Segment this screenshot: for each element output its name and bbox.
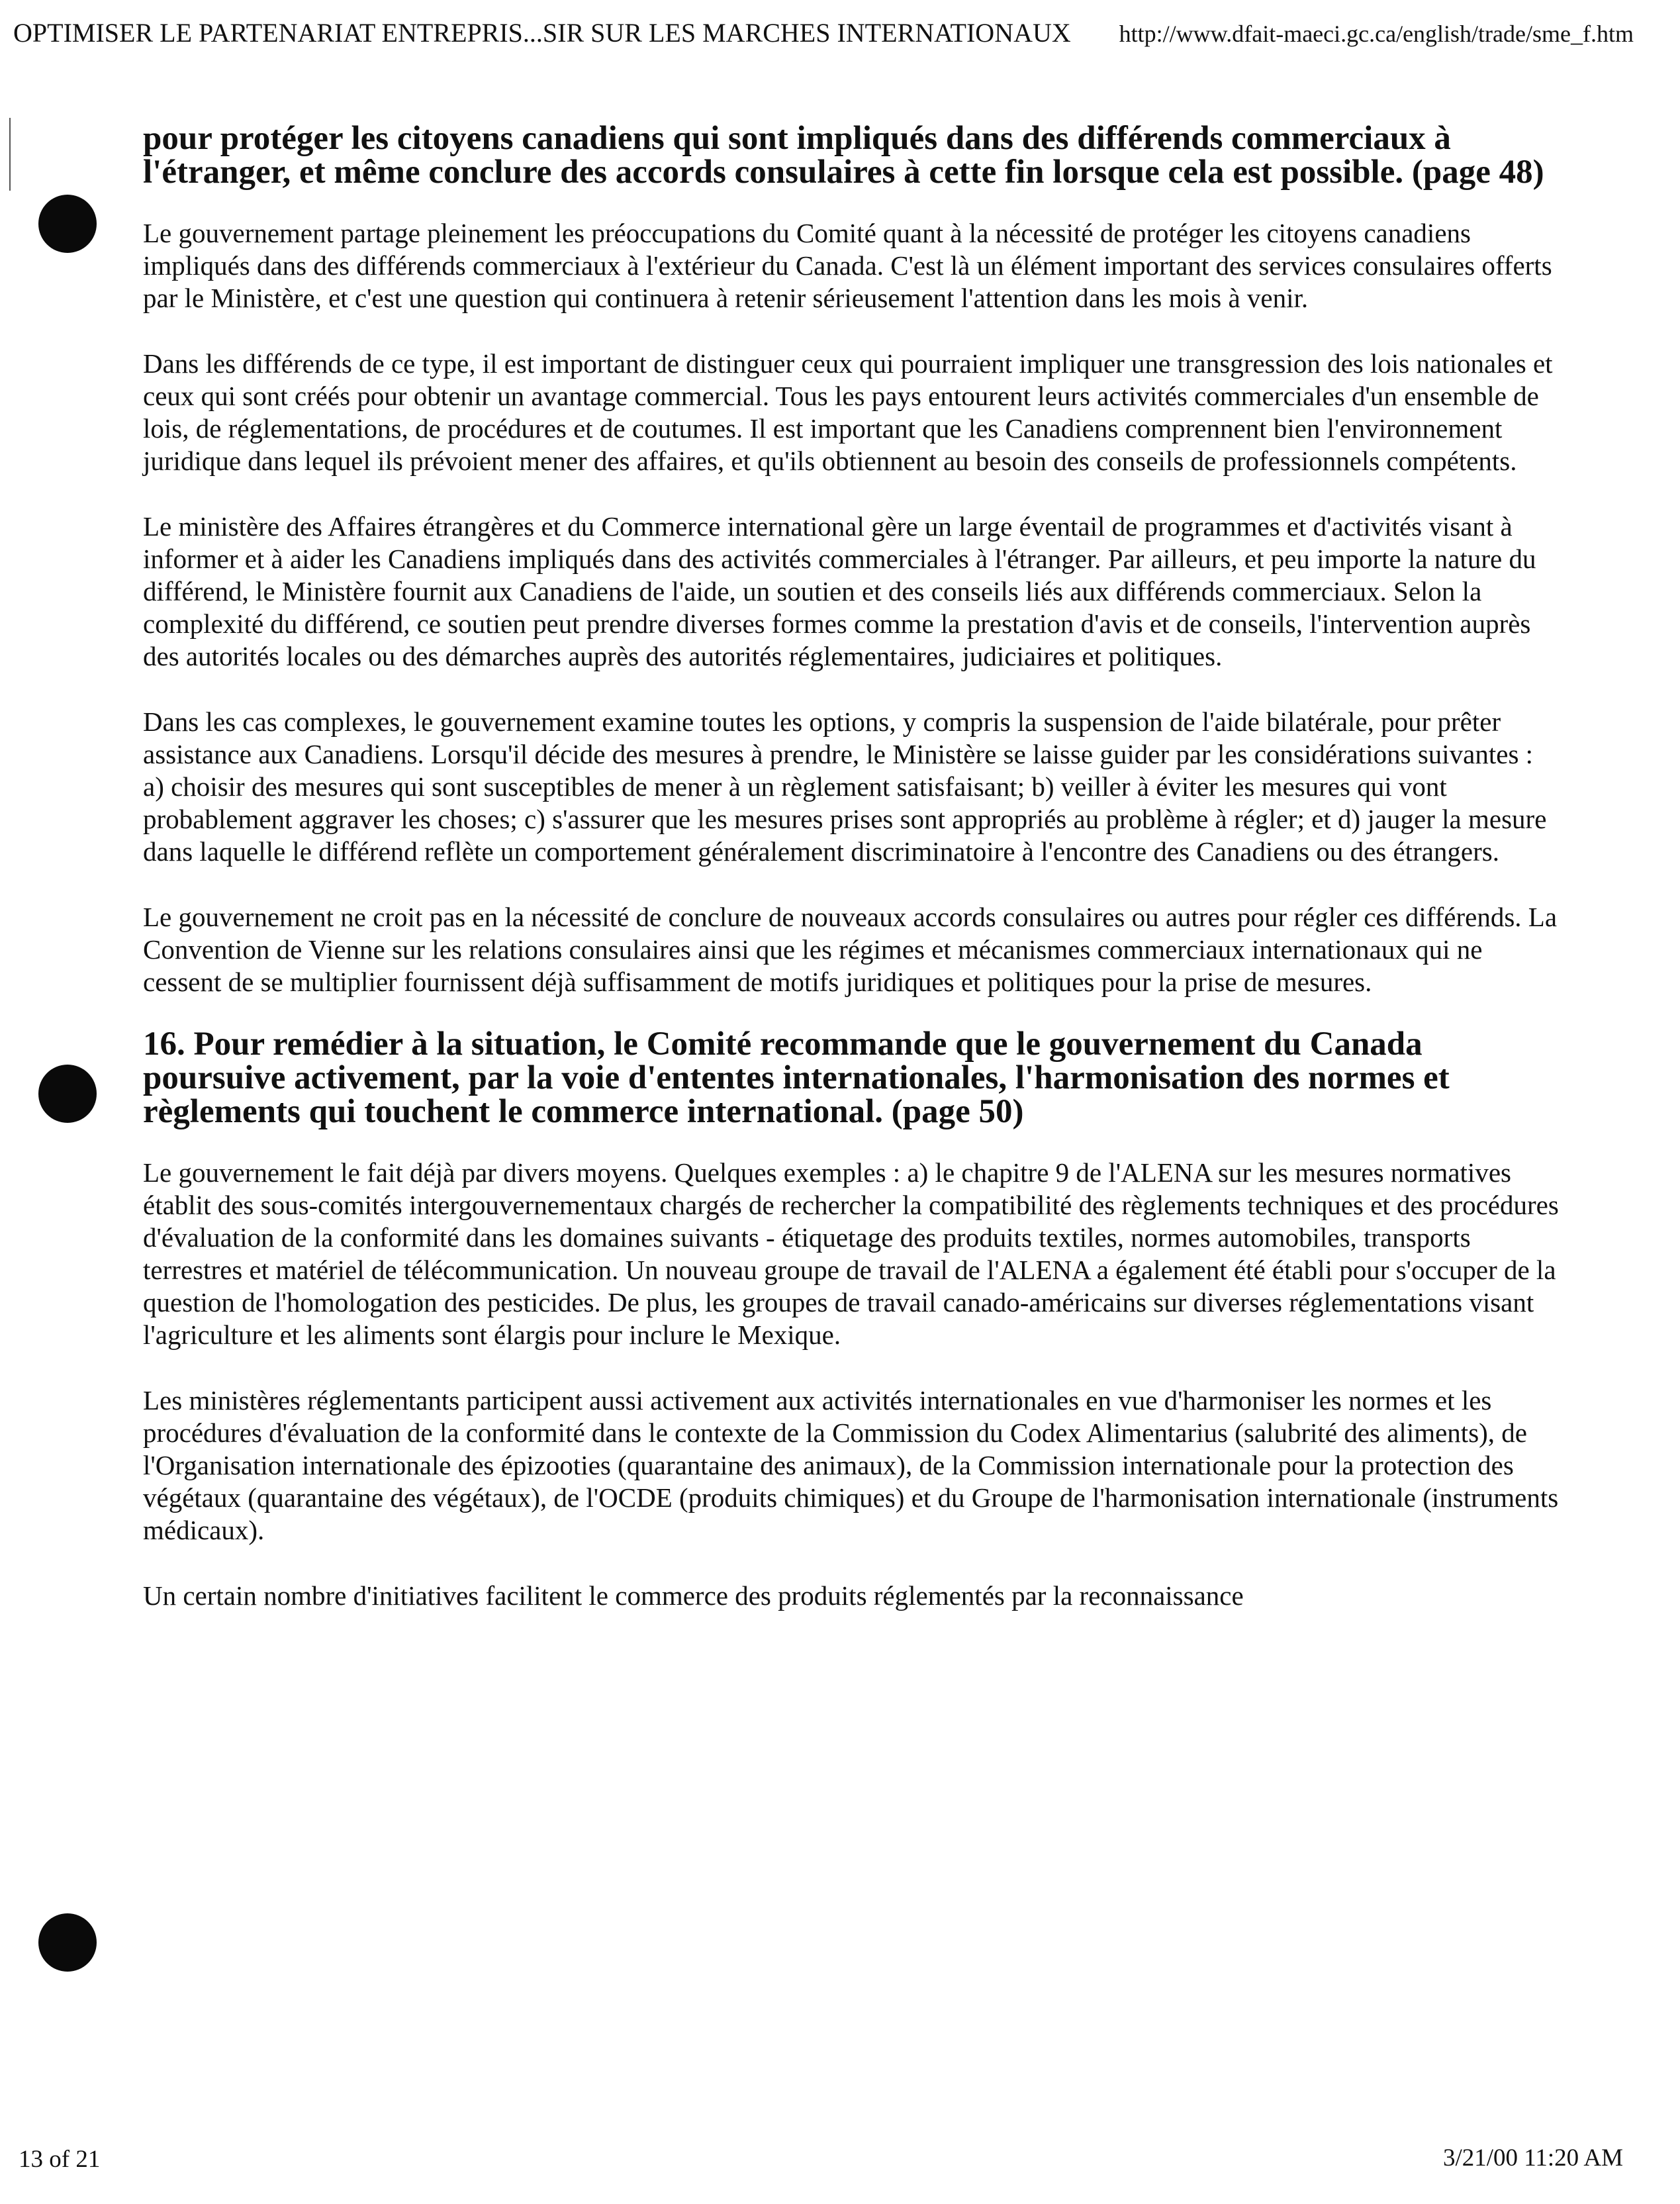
paragraph: Dans les cas complexes, le gouvernement examine toutes les options, y compris la suspension de l'aide bilatérale, pour prêter assistance aux Canadiens. Lorsqu'il décide des mesures à prendre, le Ministère se laisse guider par les considérations suivantes : a) choisir des mesures qui sont susceptibles de mener à un règlement satisfaisant; b) veiller à éviter les mesures qui vont probablement aggraver les choses; c) s'assurer que les mesures prises sont appropriés au problème à régler; et d) jauger la mesure dans laquelle le différend reflète un comportement généralement discriminatoire à l'encontre des Canadiens ou des étrangers. [143, 706, 1547, 867]
paragraph: Un certain nombre d'initiatives facilitent le commerce des produits réglementés par la reconnaissance [143, 1580, 1244, 1611]
document-body [143, 113, 1560, 1612]
paragraph: Le gouvernement ne croit pas en la nécessité de conclure de nouveaux accords consulaires ou autres pour régler ces différends. La Convention de Vienne sur les relations consulaires ainsi que les régimes et mécanismes commerciaux internationaux qui ne cessent de se multiplier fournissent déjà suffisamment de motifs juridiques et politiques pour la prise de mesures. [143, 902, 1558, 997]
binder-hole-bottom [38, 1913, 97, 1972]
page-header-url: http://www.dfait-maeci.gc.ca/english/trade/sme_f.htm [1119, 21, 1634, 47]
paragraph: Dans les différends de ce type, il est important de distinguer ceux qui pourraient impliquer une transgression des lois nationales et ceux qui sont créés pour obtenir un avantage commercial. Tous les pays entourent leurs activités commerciales d'un ensemble de lois, de réglementations, de procédures et de coutumes. Il est important que les Canadiens comprennent bien l'environnement juridique dans lequel ils prévoient mener des affaires, et qu'ils obtiennent au besoin des conseils de professionnels compétents. [143, 348, 1553, 476]
paragraph: Les ministères réglementants participent aussi activement aux activités internationales en vue d'harmoniser les normes et les procédures d'évaluation de la conformité dans le contexte de la Commission du Codex Alimentarius (salubrité des aliments), de l'Organisation internationale des épizooties (quarantaine des animaux), de la Commission internationale pour la protection des végétaux (quarantaine des végétaux), de l'OCDE (produits chimiques) et du Groupe de l'harmonisation internationale (instruments médicaux). [143, 1385, 1559, 1545]
binder-hole-middle [38, 1065, 97, 1123]
binder-hole-top [38, 195, 97, 253]
recommendation-heading: pour protéger les citoyens canadiens qui sont impliqués dans des différends commerciaux à l'étranger, et même conclure des accords consulaires à cette fin lorsque cela est possible. (page 48) [143, 120, 1544, 191]
margin-rule [9, 118, 11, 191]
page-number: 13 of 21 [19, 2146, 101, 2173]
print-datetime: 3/21/00 11:20 AM [1442, 2144, 1623, 2172]
paragraph: Le gouvernement le fait déjà par divers moyens. Quelques exemples : a) le chapitre 9 de l'ALENA sur les mesures normatives établit des sous-comités intergouvernementaux chargés de rechercher la compatibilité des règlements techniques et des procédures d'évaluation de la conformité dans les domaines suivants - étiquetage des produits textiles, normes automobiles, transports terrestres et matériel de télécommunication. Un nouveau groupe de travail de l'ALENA a également été établi pour s'occuper de la question de l'homologation des pesticides. De plus, les groupes de travail canado-américains sur diverses réglementations visant l'agriculture et les aliments sont élargis pour inclure le Mexique. [143, 1157, 1559, 1350]
recommendation-16-heading: 16. Pour remédier à la situation, le Comité recommande que le gouvernement du Canada poursuive activement, par la voie d'ententes internationales, l'harmonisation des normes et règlements qui touchent le commerce international. (page 50) [143, 1026, 1450, 1130]
page-header-title: OPTIMISER LE PARTENARIAT ENTREPRIS...SIR SUR LES MARCHES INTERNATIONAUX [13, 18, 1071, 48]
paragraph: Le ministère des Affaires étrangères et du Commerce international gère un large éventail de programmes et d'activités visant à informer et à aider les Canadiens impliqués dans des activités commerciales à l'étranger. Par ailleurs, et peu importe la nature du différend, le Ministère fournit aux Canadiens de l'aide, un soutien et des conseils liés aux différends commerciaux. Selon la complexité du différend, ce soutien peut prendre diverses formes comme la prestation d'avis et de conseils, l'intervention auprès des autorités locales ou des démarches auprès des autorités réglementaires, judiciaires et politiques. [143, 511, 1536, 671]
paragraph: Le gouvernement partage pleinement les préoccupations du Comité quant à la nécessité de protéger les citoyens canadiens impliqués dans des différends commerciaux à l'extérieur du Canada. C'est là un élément important des services consulaires offerts par le Ministère, et c'est une question qui continuera à retenir sérieusement l'attention dans les mois à venir. [143, 218, 1552, 313]
